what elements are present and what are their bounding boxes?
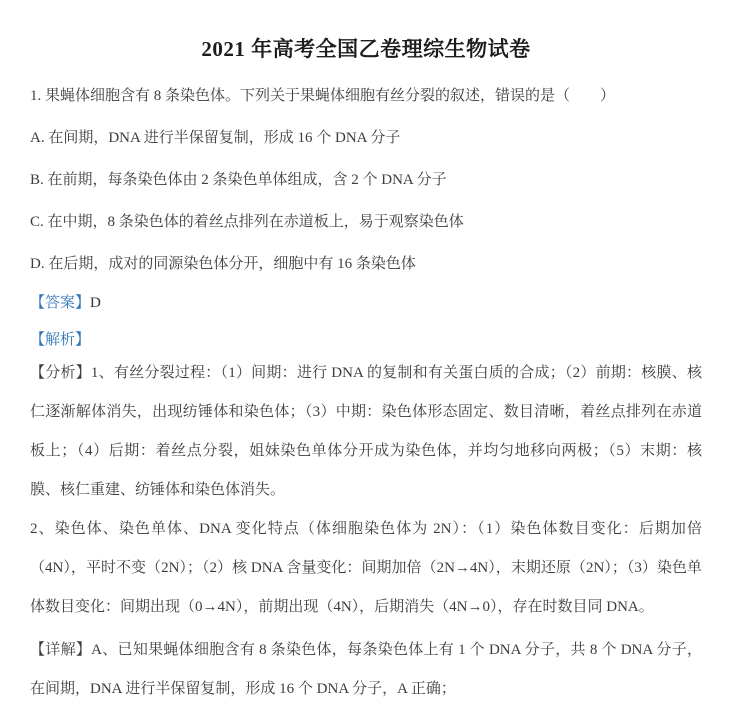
question-stem: 1. 果蝇体细胞含有 8 条染色体。下列关于果蝇体细胞有丝分裂的叙述，错误的是（ ） [30, 88, 616, 104]
detail-paragraph [30, 631, 702, 709]
analysis-label: 【分析】 [30, 365, 91, 381]
option-c: C. 在中期，8 条染色体的着丝点排列在赤道板上，易于观察染色体 [30, 214, 464, 230]
analysis-paragraph [30, 354, 702, 510]
detail-label: 【详解】 [30, 642, 92, 658]
detail-text: A、已知果蝇体细胞含有 8 条染色体，每条染色体上有 1 个 DNA 分子，共 8 个 DNA 分子，在间期，DNA 进行半保留复制，形成 16 个 DNA 分子，A 正确； [30, 642, 702, 697]
option-d: D. 在后期，成对的同源染色体分开，细胞中有 16 条染色体 [30, 256, 416, 272]
option-a: A. 在间期，DNA 进行半保留复制，形成 16 个 DNA 分子 [30, 130, 401, 146]
analysis-text: 1、有丝分裂过程：（1）间期：进行 DNA 的复制和有关蛋白质的合成；（2）前期：核膜、核仁逐渐解体消失，出现纺锤体和染色体；（3）中期：染色体形态固定、数目清晰，着丝点排列在赤道板上；（4）后期：着丝点分裂，姐妹染色单体分开成为染色体，并均匀地移向两极；（5）末期：核膜、核仁重建、纺锤体和染色体消失。 [30, 365, 702, 498]
analysis-section-label: 【解析】 [30, 332, 91, 348]
answer-value: D [90, 295, 101, 311]
page-title: 2021 年高考全国乙卷理综生物试卷 [201, 37, 531, 61]
answer-label: 【答案】 [30, 295, 91, 311]
option-b: B. 在前期，每条染色体由 2 条染色单体组成，含 2 个 DNA 分子 [30, 172, 447, 188]
answer-line [30, 293, 702, 313]
analysis-paragraph-2: 2、染色体、染色单体、DNA 变化特点（体细胞染色体为 2N）：（1）染色体数目变化：后期加倍（4N），平时不变（2N）；（2）核 DNA 含量变化：间期加倍（2N→4N），末期还原（2N）；（3）染色单体数目变化：间期出现（0→4N），前期出现（4N），后期消失（4N→0），存在时数目同 DNA。 [30, 521, 702, 615]
